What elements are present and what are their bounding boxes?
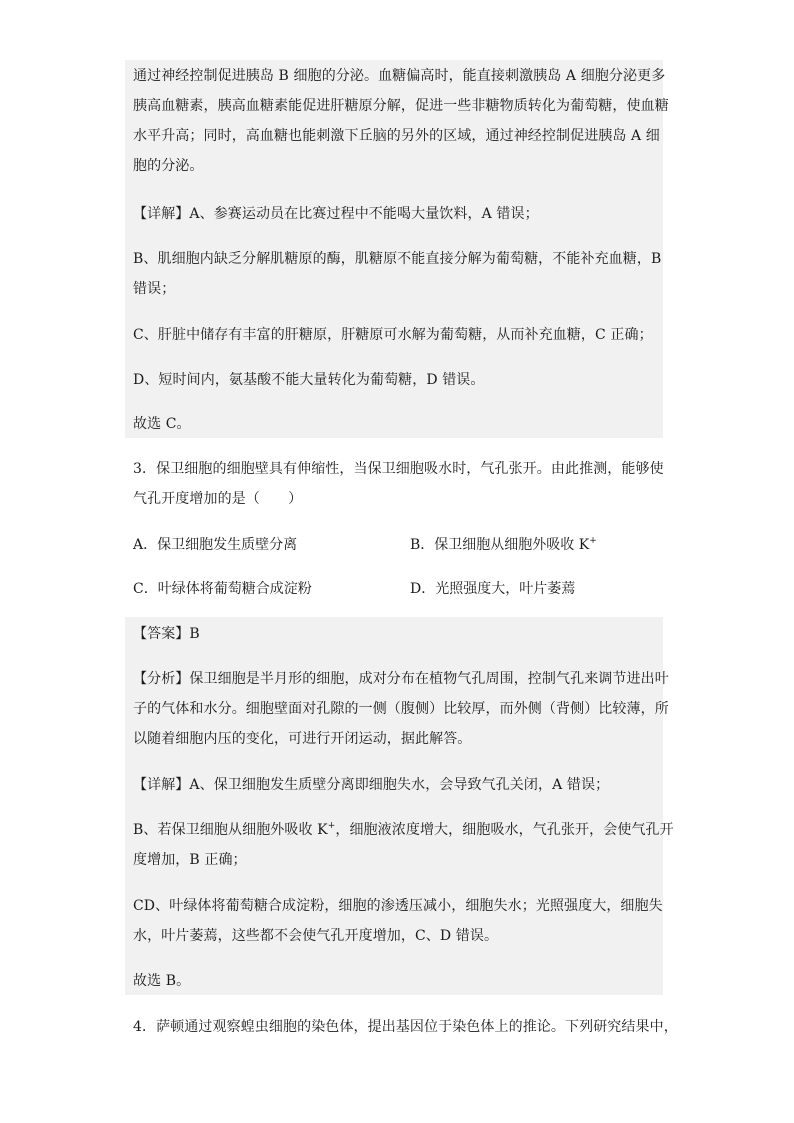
analysis-line: 通过神经控制促进胰岛 B 细胞的分泌。血糖偏高时，能直接刺激胰岛 A 细胞分泌更多 — [133, 68, 666, 84]
detail-b-superscript: + — [327, 821, 336, 831]
question-stem: 气孔开度增加的是（ ） — [133, 491, 303, 507]
detail-cd: 水，叶片萎蔫，这些都不会使气孔开度增加，C、D 错误。 — [133, 928, 499, 944]
detail-cd: CD、叶绿体将葡萄糖合成淀粉，细胞的渗透压减小，细胞失水；光照强度大，细胞失 — [133, 898, 663, 914]
analysis-line: 胞的分泌。 — [133, 158, 204, 174]
question-stem: 4．萨顿通过观察蝗虫细胞的染色体，提出基因位于染色体上的推论。下列研究结果中， — [133, 1019, 678, 1035]
option-a: A．保卫细胞发生质壁分离 — [133, 537, 298, 553]
detail-b: 度增加，B 正确； — [133, 852, 247, 868]
detail-b: B、肌细胞内缺乏分解肌糖原的酶，肌糖原不能直接分解为葡萄糖，不能补充血糖，B — [133, 251, 662, 267]
analysis-line: 胰高血糖素，胰高血糖素能促进肝糖原分解，促进一些非糖物质转化为葡萄糖，使血糖 — [133, 98, 669, 114]
option-b-text: B．保卫细胞从细胞外吸收 K — [410, 537, 590, 553]
detail-c: C、肝脏中储存有丰富的肝糖原，肝糖原可水解为葡萄糖，从而补充血糖，C 正确； — [133, 327, 653, 343]
detail-d: D、短时间内，氨基酸不能大量转化为葡萄糖，D 错误。 — [133, 372, 485, 388]
option-c: C．叶绿体将葡萄糖合成淀粉 — [133, 581, 312, 597]
option-b — [410, 536, 597, 554]
analysis-line: 水平升高；同时，高血糖也能刺激下丘脑的另外的区域，通过神经控制促进胰岛 A 细 — [133, 128, 660, 144]
analysis-line: 子的气体和水分。细胞壁面对孔隙的一侧（腹侧）比较厚，而外侧（背侧）比较薄，所 — [133, 701, 669, 717]
detail-b: 错误； — [133, 281, 176, 297]
answer-choice: 故选 B。 — [133, 973, 191, 989]
detail-b-text-cont: ，细胞液浓度增大，细胞吸水，气孔张开，会使气孔开 — [335, 822, 674, 838]
answer-label: 【答案】B — [133, 626, 200, 642]
detail-a: 【详解】A、保卫细胞发生质壁分离即细胞失水，会导致气孔关闭，A 错误； — [133, 777, 610, 793]
option-d: D．光照强度大，叶片萎蔫 — [410, 581, 576, 597]
analysis-line: 【分析】保卫细胞是半月形的细胞，成对分布在植物气孔周围，控制气孔来调节进出叶 — [133, 671, 669, 687]
answer-choice: 故选 C。 — [133, 416, 191, 432]
detail-b-text: B、若保卫细胞从细胞外吸收 K — [133, 822, 328, 838]
option-b-superscript: + — [589, 536, 597, 546]
question-stem: 3．保卫细胞的细胞壁具有伸缩性，当保卫细胞吸水时，气孔张开。由此推测，能够使 — [133, 461, 664, 477]
detail-a: 【详解】A、参赛运动员在比赛过程中不能喝大量饮料，A 错误； — [133, 206, 539, 222]
analysis-line: 以随着细胞内压的变化，可进行开闭运动，据此解答。 — [133, 731, 472, 747]
detail-b — [133, 821, 674, 839]
